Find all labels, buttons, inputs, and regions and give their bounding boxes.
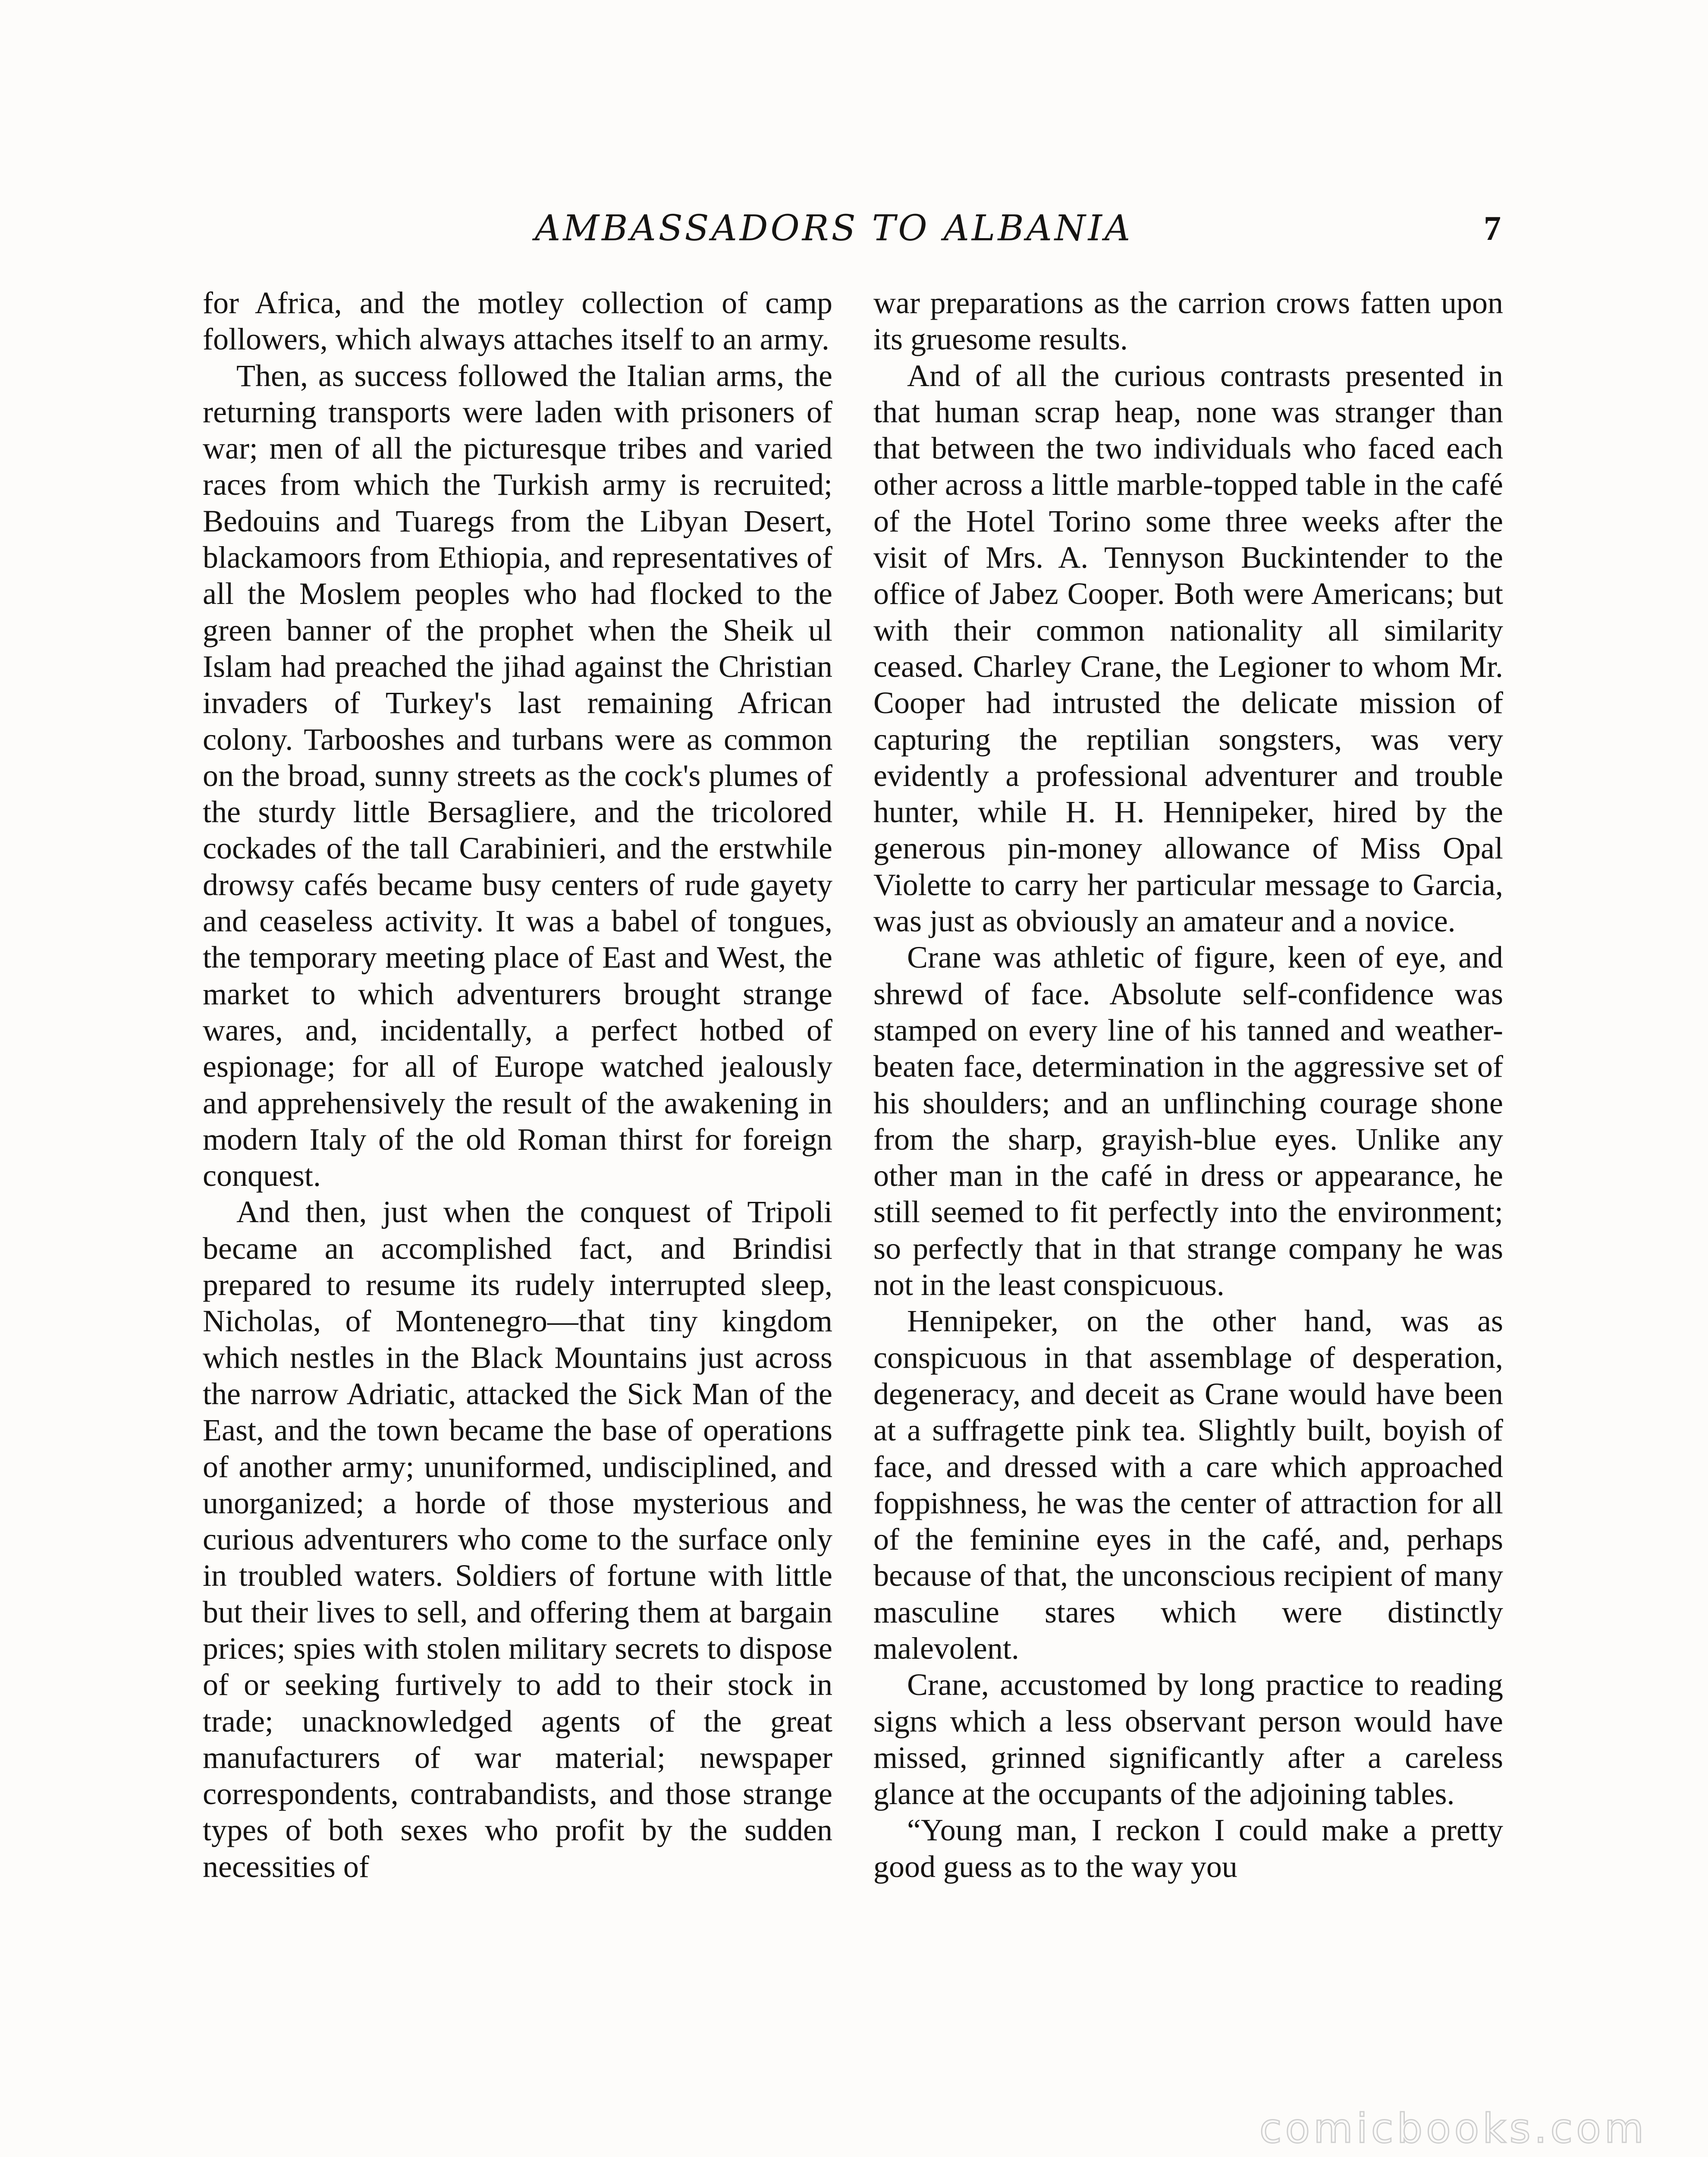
left-column: [203, 285, 832, 1885]
page-number: 7: [1484, 210, 1501, 248]
paragraph: for Africa, and the motley collection of camp followers, which always attaches itself to an army.: [203, 286, 832, 357]
paragraph: And of all the curious contrasts presented in that human scrap heap, none was stranger than that between the two individuals who faced each other across a little marble-topped table in the café of the Hotel Torino some three weeks after the visit of Mrs. A. Tennyson Buckintender to the office of Jabez Cooper. Both were Americans; but with their common nationality all similarity ceased. Charley Crane, the Legioner to whom Mr. Cooper had intrusted the delicate mission of capturing the reptilian songsters, was very evidently a professional adventurer and trouble hunter, while H. H. Hennipeker, hired by the generous pin-money allowance of Miss Opal Violette to carry her particular message to Garcia, was just as obviously an amateur and a novice.: [873, 358, 1503, 939]
right-column: [873, 285, 1503, 1885]
paragraph: “Young man, I reckon I could make a pretty good guess as to the way you: [873, 1813, 1503, 1884]
paragraph: Crane was athletic of figure, keen of eye, and shrewd of face. Absolute self-confidence was stamped on every line of his tanned and weather-beaten face, determination in the aggressive set of his shoulders; and an unflinching courage shone from the sharp, grayish-blue eyes. Unlike any other man in the café in dress or appearance, he still seemed to fit perfectly into the environment; so perfectly that in that strange company he was not in the least conspicuous.: [873, 940, 1503, 1302]
paragraph: And then, just when the conquest of Tripoli became an accomplished fact, and Brindisi prepared to resume its rudely interrupted sleep, Nicholas, of Montenegro—that tiny kingdom which nestles in the Black Mountains just across the narrow Adriatic, attacked the Sick Man of the East, and the town became the base of operations of another army; ununiformed, undisciplined, and unorganized; a horde of those mysterious and curious adventurers who come to the surface only in troubled waters. Soldiers of fortune with little but their lives to sell, and offering them at bargain prices; spies with stolen military secrets to dispose of or seeking furtively to add to their stock in trade; unacknowledged agents of the great manufacturers of war material; newspaper correspondents, contrabandists, and those strange types of both sexes who profit by the sudden necessities of: [203, 1195, 832, 1884]
watermark: comicbooks.com: [1259, 2105, 1648, 2152]
paragraph: Hennipeker, on the other hand, was as conspicuous in that assemblage of desperation, degeneracy, and deceit as Crane would have been at a suffragette pink tea. Slightly built, boyish of face, and dressed with a care which approached foppishness, he was the center of attraction for all of the feminine eyes in the café, and, perhaps because of that, the unconscious recipient of many masculine stares which were distinctly malevolent.: [873, 1304, 1503, 1666]
paragraph: war preparations as the carrion crows fatten upon its gruesome results.: [873, 286, 1503, 357]
running-title: AMBASSADORS TO ALBANIA: [535, 208, 1133, 249]
paragraph: Crane, accustomed by long practice to reading signs which a less observant person would have missed, grinned significantly after a careless glance at the occupants of the adjoining tables.: [873, 1667, 1503, 1811]
paragraph: Then, as success followed the Italian arms, the returning transports were laden with prisoners of war; men of all the picturesque tribes and varied races from which the Turkish army is recruited; Bedouins and Tuaregs from the Libyan Desert, blackamoors from Ethiopia, and representatives of all the Moslem peoples who had flocked to the green banner of the prophet when the Sheik ul Islam had preached the jihad against the Christian invaders of Turkey's last remaining African colony. Tarbooshes and turbans were as common on the broad, sunny streets as the cock's plumes of the sturdy little Bersagliere, and the tricolored cockades of the tall Carabinieri, and the erstwhile drowsy cafés became busy centers of rude gayety and ceaseless activity. It was a babel of tongues, the temporary meeting place of East and West, the market to which adventurers brought strange wares, and, incidentally, a perfect hotbed of espionage; for all of Europe watched jealously and apprehensively the result of the awakening in modern Italy of the old Roman thirst for foreign conquest.: [203, 358, 832, 1193]
